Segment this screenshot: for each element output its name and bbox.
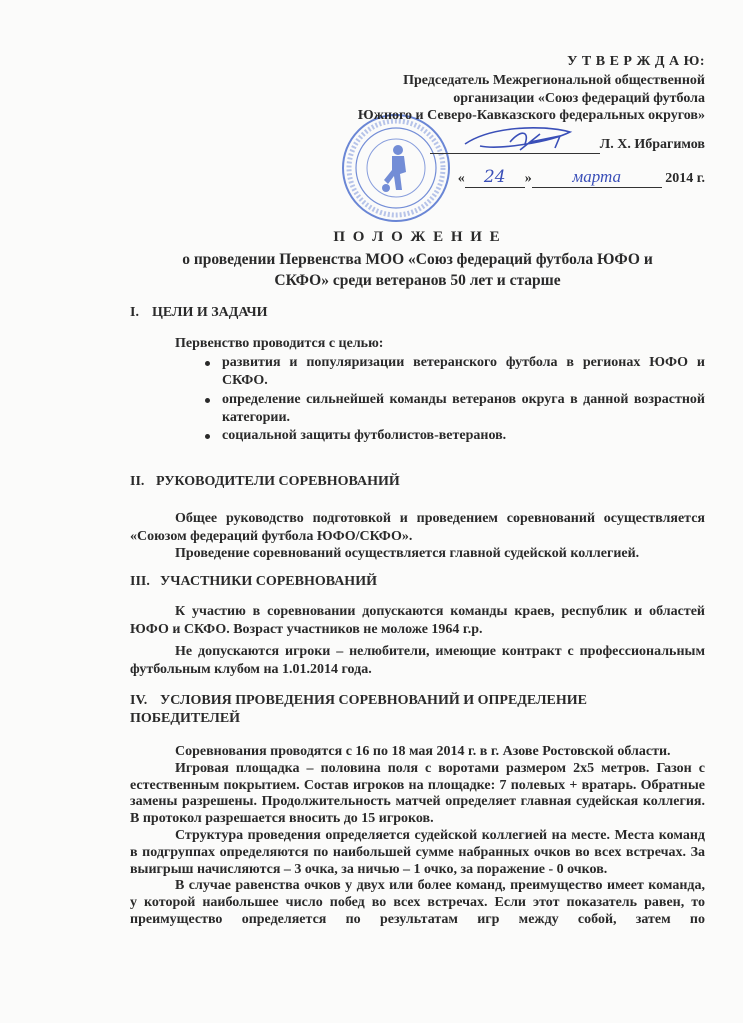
section-heading xyxy=(130,574,377,590)
date-month: марта xyxy=(532,167,662,188)
paragraph: Не допускаются игроки – нелюбители, имеющие контракт с профессиональным футбольным клубом на 1.01.2014 года. xyxy=(130,644,705,677)
bullet-icon xyxy=(205,361,210,366)
section-number: IV. xyxy=(130,693,148,708)
bullet-icon xyxy=(205,398,210,403)
list-item-text: развития и популяризации ветеранского футбола в регионах ЮФО и СКФО. xyxy=(222,355,705,388)
subtitle-line: СКФО» среди ветеранов 50 лет и старше xyxy=(274,272,561,289)
paragraph: В случае равенства очков у двух или более команд, преимущество имеет команда, у которой наибольшее число побед во всех встречах. Если этот показатель равен, то преимущество определяется по результатам игр между собой, затем по xyxy=(130,878,705,927)
bullet-icon xyxy=(205,434,210,439)
date-day: 24 xyxy=(465,167,525,188)
signatory-line xyxy=(330,137,705,154)
approval-block xyxy=(300,72,705,125)
signatory-name: Л. Х. Ибрагимов xyxy=(599,137,705,152)
list-item-text: социальной защиты футболистов-ветеранов. xyxy=(222,428,507,443)
section-intro: Первенство проводится с целью: xyxy=(175,336,384,351)
section-title: ЦЕЛИ И ЗАДАЧИ xyxy=(152,305,268,320)
paragraph: Общее руководство подготовкой и проведением соревнований осуществляется «Союзом федераций футбола ЮФО/СКФО». xyxy=(130,511,705,544)
section-title: УЧАСТНИКИ СОРЕВНОВАНИЙ xyxy=(160,574,377,589)
section-body xyxy=(130,744,705,929)
approval-date: « 24 » марта 2014 г. xyxy=(457,167,705,187)
document-title: П О Л О Ж Е Н И Е xyxy=(333,229,502,245)
paragraph: Проведение соревнований осуществляется главной судейской коллегией. xyxy=(175,546,640,561)
section-number: III. xyxy=(130,574,150,589)
list-item xyxy=(205,427,705,445)
document-subtitle xyxy=(130,249,705,291)
section-heading xyxy=(130,305,268,321)
section-title: РУКОВОДИТЕЛИ СОРЕВНОВАНИЙ xyxy=(156,474,400,489)
date-year: 2014 г. xyxy=(665,171,705,186)
approval-line: Южного и Северо-Кавказского федеральных округов» xyxy=(357,108,705,123)
subtitle-line: о проведении Первенства МОО «Союз федераций футбола ЮФО и xyxy=(182,251,653,268)
section-heading xyxy=(130,474,400,490)
section-number: I. xyxy=(130,305,139,320)
approval-line: организации «Союз федераций футбола xyxy=(453,90,705,106)
approval-heading: У Т В Е Р Ж Д А Ю: xyxy=(567,54,705,69)
paragraph: Структура проведения определяется судейской коллегией на месте. Места команд в подгруппах определяются по наибольшей сумме набранных очков во всех встречах. За выигрыш начисляются – 3 очка, за ничью – 1 очко, за поражение - 0 очков. xyxy=(130,827,705,877)
list-item xyxy=(205,391,705,427)
section-number: II. xyxy=(130,474,145,489)
paragraph: К участию в соревновании допускаются команды краев, республик и областей ЮФО и СКФО. Возраст участников не моложе 1964 г.р. xyxy=(130,604,705,637)
list-item xyxy=(205,354,705,390)
section-heading xyxy=(130,692,630,728)
list-item-text: определение сильнейшей команды ветеранов округа в данной возрастной категории. xyxy=(222,392,705,425)
section-title: УСЛОВИЯ ПРОВЕДЕНИЯ СОРЕВНОВАНИЙ И ОПРЕДЕЛЕНИЕ ПОБЕДИТЕЛЕЙ xyxy=(130,693,587,726)
paragraph: Соревнования проводятся с 16 по 18 мая 2014 г. в г. Азове Ростовской области. xyxy=(175,744,671,759)
approval-line: Председатель Межрегиональной общественной xyxy=(403,73,705,88)
paragraph: Игровая площадка – половина поля с воротами размером 2х5 метров. Газон с естественным покрытием. Состав игроков на площадке: 7 полевых + вратарь. Обратные замены разрешены. Продолжительность матчей определяет главная судейская коллегия. В протокол разрешается вносить до 15 игроков. xyxy=(130,760,705,827)
